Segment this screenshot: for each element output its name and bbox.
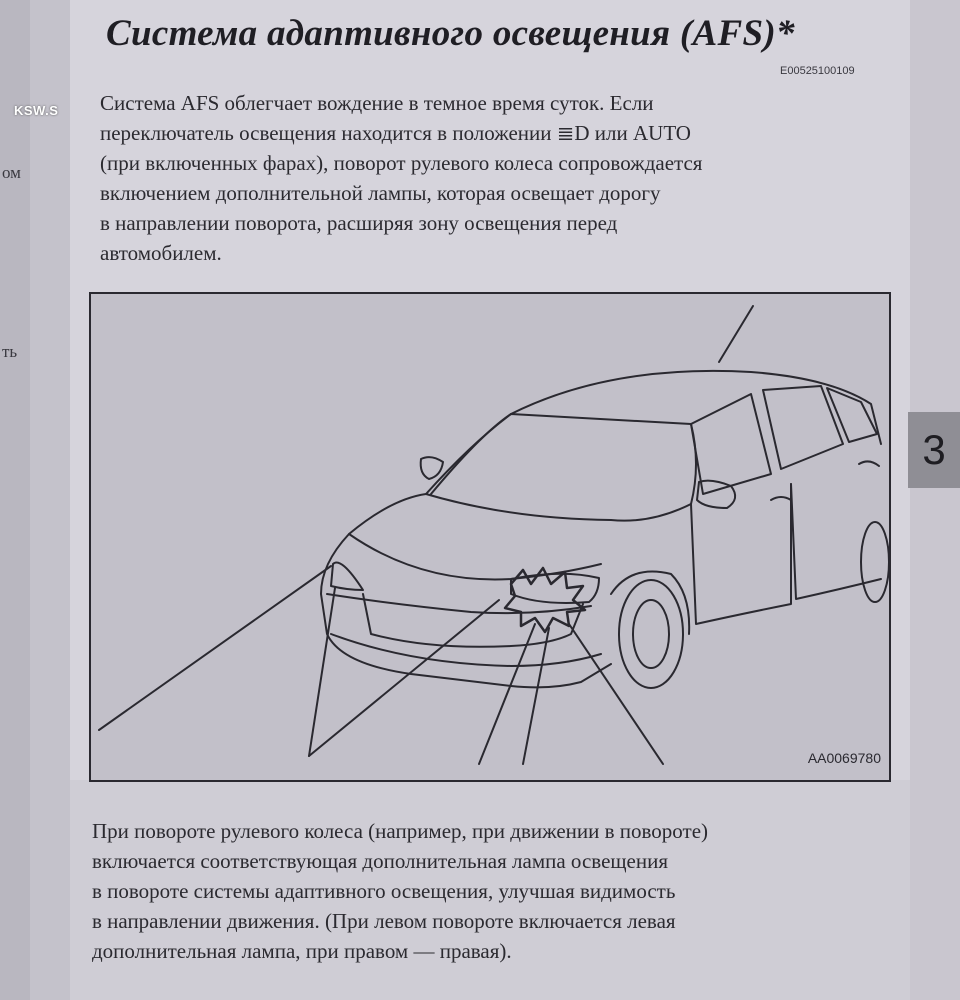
front-wheel [619, 580, 683, 688]
beam-line [309, 588, 335, 756]
car-afs-illustration [89, 292, 891, 782]
beam-line [523, 628, 549, 764]
figure-code: AA0069780 [807, 750, 881, 766]
beam-line [569, 624, 663, 764]
text-line: в направлении движения. (При левом повороте включается левая [92, 909, 676, 933]
left-headlight [331, 562, 363, 590]
page-title: Система адаптивного освещения (AFS)* [106, 13, 795, 54]
rear-door [791, 484, 881, 599]
antenna-line [719, 306, 753, 362]
text-line: При повороте рулевого колеса (например, при движении в повороте) [92, 819, 709, 843]
text-line: (при включенных фарах), поворот рулевого колеса сопровождается [100, 151, 703, 175]
hood-line [426, 494, 691, 521]
door-handle-rear [859, 461, 879, 466]
margin-fragment: ом [2, 163, 21, 182]
car-drawing [91, 294, 889, 780]
left-page-edge [30, 0, 70, 1000]
text-line: дополнительная лампа, при правом — правая). [92, 939, 512, 963]
text-line: в направлении поворота, расширяя зону освещения перед [100, 211, 618, 235]
text-line: переключатель освещения находится в положении ≣D или AUTO [100, 121, 691, 145]
text-line: включается соответствующая дополнительная лампа освещения [92, 849, 669, 873]
text-line: включением дополнительной лампы, которая освещает дорогу [100, 181, 661, 205]
watermark: KSW.S [14, 103, 59, 118]
document-code: E00525100109 [780, 65, 855, 77]
beam-line [99, 566, 331, 730]
afs-lamp-highlight [505, 568, 585, 632]
rear-wheel [861, 522, 889, 602]
front-wheel-hub [633, 600, 669, 668]
front-window [691, 394, 771, 494]
beam-line [309, 600, 499, 756]
text-line: автомобилем. [100, 241, 222, 265]
body-paragraph [92, 816, 708, 966]
left-mirror [421, 457, 443, 479]
text-line: Система AFS облегчает вождение в темное время суток. Если [100, 91, 654, 115]
roof-outline [511, 371, 881, 444]
quarter-window [827, 388, 877, 442]
windshield [431, 414, 696, 504]
text-line: в повороте системы адаптивного освещения, улучшая видимость [92, 879, 676, 903]
intro-paragraph [100, 88, 702, 268]
section-tab: 3 [908, 412, 960, 488]
margin-fragment: ть [2, 342, 18, 361]
door-handle [771, 497, 791, 500]
